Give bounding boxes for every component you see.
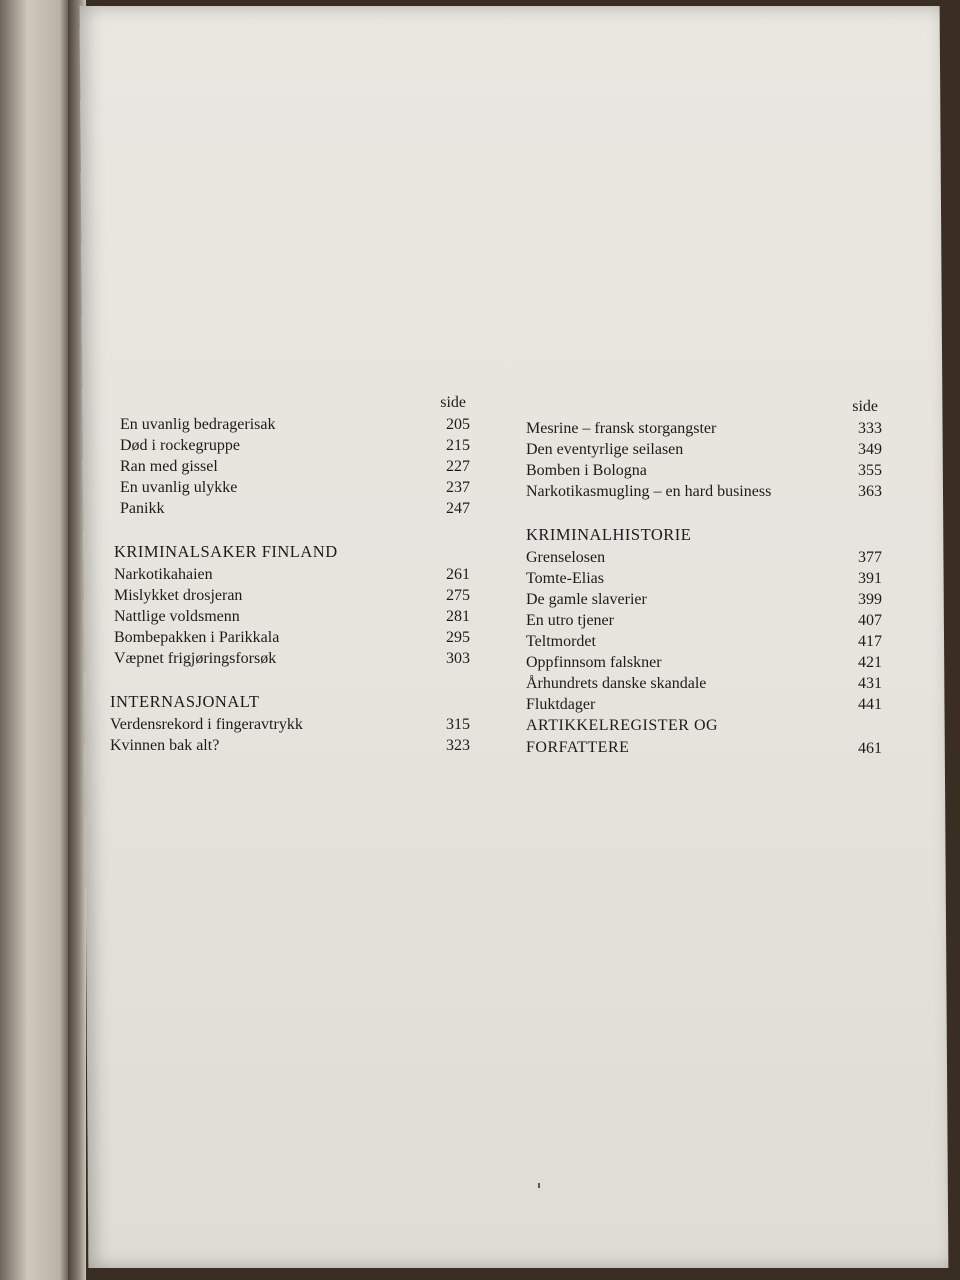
- toc-final-entry: [526, 715, 882, 759]
- toc-entry: [526, 568, 882, 589]
- toc-entry: [120, 414, 470, 435]
- entry-title: Fluktdager: [526, 696, 596, 713]
- entry-page: 315: [446, 716, 470, 733]
- toc-entry: [526, 589, 882, 610]
- entry-title: Panikk: [120, 500, 165, 517]
- entry-page: 275: [446, 587, 470, 604]
- entry-page: 303: [446, 650, 470, 667]
- entry-page: 363: [858, 483, 882, 500]
- entry-page: 295: [446, 629, 470, 646]
- entry-page: 215: [446, 437, 470, 454]
- toc-entry: [526, 460, 882, 481]
- entry-page: 349: [858, 441, 882, 458]
- toc-entry: [526, 481, 882, 502]
- toc-entry: [526, 610, 882, 631]
- facing-page-edge: [0, 0, 70, 1280]
- toc-section-kriminalhistorie: [526, 524, 882, 715]
- entry-page: 281: [446, 608, 470, 625]
- toc-entry: [120, 498, 470, 519]
- toc-entry: [120, 456, 470, 477]
- entry-title: Bombepakken i Parikkala: [114, 629, 280, 646]
- entry-page: 261: [446, 566, 470, 583]
- toc-entry: [526, 694, 882, 715]
- entry-title: Ran med gissel: [120, 458, 218, 475]
- toc-entry: [526, 652, 882, 673]
- entry-page: 333: [858, 420, 882, 437]
- toc-entry: [110, 714, 470, 735]
- entry-title: Århundrets danske skandale: [526, 675, 707, 692]
- toc-right-column: [526, 396, 882, 759]
- section-heading: KRIMINALSAKER FINLAND: [114, 542, 338, 561]
- toc-section-internasjonalt: [110, 691, 470, 756]
- entry-page: 355: [858, 462, 882, 479]
- final-heading-line1: ARTIKKELREGISTER OG: [526, 717, 719, 734]
- toc-entry: [120, 477, 470, 498]
- entry-page: 323: [446, 737, 470, 754]
- side-label: side: [440, 394, 466, 411]
- entry-page: 391: [858, 570, 882, 587]
- final-heading-line2: FORFATTERE: [526, 739, 630, 756]
- entry-title: En uvanlig bedragerisak: [120, 416, 276, 433]
- toc-left-column: [110, 392, 470, 756]
- entry-title: Mesrine – fransk storgangster: [526, 420, 717, 437]
- entry-page: 205: [446, 416, 470, 433]
- entry-title: Grenselosen: [526, 549, 606, 566]
- toc-entry: [526, 418, 882, 439]
- entry-page: 421: [858, 654, 882, 671]
- entry-page: 237: [446, 479, 470, 496]
- toc-entry: [114, 585, 470, 606]
- entry-page: 417: [858, 633, 882, 650]
- side-label: side: [852, 398, 878, 415]
- toc-entry: [114, 648, 470, 669]
- entry-page: 377: [858, 549, 882, 566]
- section-heading: KRIMINALHISTORIE: [526, 525, 692, 544]
- toc-entry: [526, 631, 882, 652]
- entry-title: De gamle slaverier: [526, 591, 647, 608]
- entry-title: Væpnet frigjøringsforsøk: [114, 650, 277, 667]
- toc-entries: [110, 414, 470, 519]
- entry-page: 441: [858, 696, 882, 713]
- entry-title: Bomben i Bologna: [526, 462, 647, 479]
- toc-entry: [110, 735, 470, 756]
- entry-title: Tomte-Elias: [526, 570, 604, 587]
- toc-section-finland: [110, 541, 470, 669]
- entry-title: Oppfinnsom falskner: [526, 654, 662, 671]
- entry-title: Død i rockegruppe: [120, 437, 240, 454]
- entry-title: Narkotikahaien: [114, 566, 213, 583]
- toc-entry: [114, 627, 470, 648]
- entry-page: 247: [446, 500, 470, 517]
- toc-entry: [120, 435, 470, 456]
- entry-title: En utro tjener: [526, 612, 614, 629]
- section-heading: INTERNASJONALT: [110, 692, 260, 711]
- entry-title: Kvinnen bak alt?: [110, 737, 220, 754]
- page-speck: [538, 1183, 540, 1188]
- entry-page: 227: [446, 458, 470, 475]
- toc-entries: [526, 418, 882, 502]
- toc-entry: [526, 547, 882, 568]
- entry-title: Nattlige voldsmenn: [114, 608, 240, 625]
- entry-page: 461: [858, 740, 882, 757]
- entry-page: 407: [858, 612, 882, 629]
- entry-title: Mislykket drosjeran: [114, 587, 243, 604]
- entry-page: 431: [858, 675, 882, 692]
- toc-entry: [114, 564, 470, 585]
- entry-title: Den eventyrlige seilasen: [526, 441, 684, 458]
- entry-title: Narkotikasmugling – en hard business: [526, 483, 772, 500]
- entry-title: En uvanlig ulykke: [120, 479, 238, 496]
- final-heading: [526, 715, 718, 759]
- toc-entry: [526, 673, 882, 694]
- entry-title: Teltmordet: [526, 633, 596, 650]
- toc-entry: [526, 439, 882, 460]
- entry-title: Verdensrekord i fingeravtrykk: [110, 716, 303, 733]
- entry-page: 399: [858, 591, 882, 608]
- toc-entry: [114, 606, 470, 627]
